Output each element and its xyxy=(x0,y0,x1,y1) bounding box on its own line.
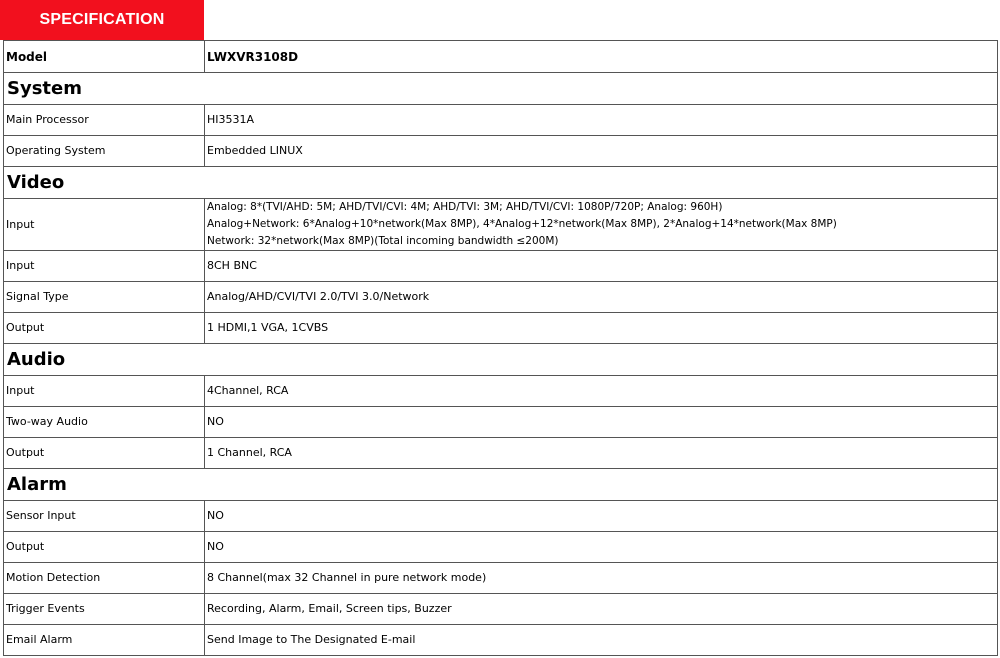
row-label: Motion Detection xyxy=(4,563,205,594)
value-line: Network: 32*network(Max 8MP)(Total incoming bandwidth ≤200M) xyxy=(207,235,559,247)
table-row xyxy=(4,105,998,136)
table-row xyxy=(4,376,998,407)
table-row xyxy=(4,438,998,469)
table-row xyxy=(4,136,998,167)
row-value: 1 HDMI,1 VGA, 1CVBS xyxy=(205,313,998,344)
section-system xyxy=(4,73,998,105)
row-value: NO xyxy=(205,407,998,438)
row-value: 8CH BNC xyxy=(205,251,998,282)
table-row xyxy=(4,594,998,625)
row-label: Output xyxy=(4,532,205,563)
table-row xyxy=(4,407,998,438)
row-value: Recording, Alarm, Email, Screen tips, Buzzer xyxy=(205,594,998,625)
row-label: Signal Type xyxy=(4,282,205,313)
table-row xyxy=(4,282,998,313)
specification-banner xyxy=(0,0,204,40)
row-label: Email Alarm xyxy=(4,625,205,656)
spec-table xyxy=(3,40,998,656)
section-alarm xyxy=(4,469,998,501)
row-label: Two-way Audio xyxy=(4,407,205,438)
row-value: 1 Channel, RCA xyxy=(205,438,998,469)
table-row xyxy=(4,251,998,282)
row-label: Output xyxy=(4,313,205,344)
section-heading: Audio xyxy=(4,344,998,376)
table-row xyxy=(4,532,998,563)
row-label: Operating System xyxy=(4,136,205,167)
table-row xyxy=(4,313,998,344)
row-label: Output xyxy=(4,438,205,469)
row-label: Input xyxy=(4,376,205,407)
row-label: Input xyxy=(4,199,205,251)
row-label: Input xyxy=(4,251,205,282)
section-heading: System xyxy=(4,73,998,105)
table-row xyxy=(4,625,998,656)
section-audio xyxy=(4,344,998,376)
row-value: Analog/AHD/CVI/TVI 2.0/TVI 3.0/Network xyxy=(205,282,998,313)
value-line: Analog+Network: 6*Analog+10*network(Max 8MP), 4*Analog+12*network(Max 8MP), 2*Analog+14*network(Max 8MP) xyxy=(207,218,837,230)
row-value: Send Image to The Designated E-mail xyxy=(205,625,998,656)
banner-title: SPECIFICATION xyxy=(39,11,165,28)
row-label: Main Processor xyxy=(4,105,205,136)
row-label: Model xyxy=(4,41,205,73)
value-line: Analog: 8*(TVI/AHD: 5M; AHD/TVI/CVI: 4M; AHD/TVI: 3M; AHD/TVI/CVI: 1080P/720P; Analog: 960H) xyxy=(207,201,723,213)
section-video xyxy=(4,167,998,199)
row-value: HI3531A xyxy=(205,105,998,136)
row-value: NO xyxy=(205,501,998,532)
row-value: LWXVR3108D xyxy=(205,41,998,73)
table-row xyxy=(4,501,998,532)
row-label: Trigger Events xyxy=(4,594,205,625)
row-value xyxy=(205,199,998,251)
section-heading: Video xyxy=(4,167,998,199)
row-value: Embedded LINUX xyxy=(205,136,998,167)
row-value: 4Channel, RCA xyxy=(205,376,998,407)
row-value: NO xyxy=(205,532,998,563)
table-row xyxy=(4,199,998,251)
table-row xyxy=(4,563,998,594)
row-label: Sensor Input xyxy=(4,501,205,532)
model-row xyxy=(4,41,998,73)
section-heading: Alarm xyxy=(4,469,998,501)
row-value: 8 Channel(max 32 Channel in pure network mode) xyxy=(205,563,998,594)
